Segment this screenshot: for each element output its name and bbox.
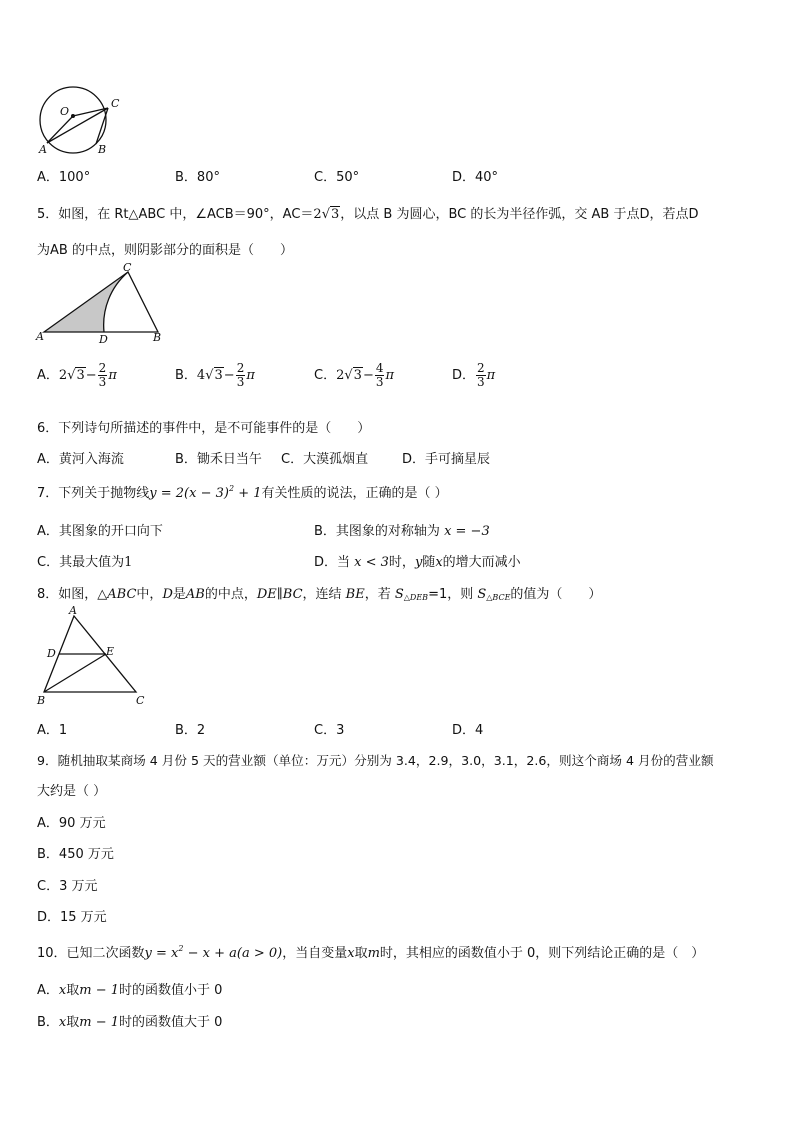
q10-option-b[interactable]: B．x取m − 1时的函数值大于 0 — [37, 1015, 223, 1030]
line-oc — [73, 108, 108, 116]
center-dot — [71, 114, 75, 118]
q7-stem: 7．下列关于抛物线$y = 2(x - 3)^2 + 1$有关性质的说法，正确的是（ ） — [37, 484, 448, 501]
line-ac — [47, 108, 108, 143]
q4-option-a[interactable]: A．100° — [37, 170, 91, 185]
q6-option-d[interactable]: D．手可摘星辰 — [402, 452, 491, 467]
label-c: C — [123, 262, 132, 274]
line-oa — [47, 116, 73, 143]
q5-triangle-figure — [34, 262, 168, 346]
q8-option-b[interactable]: B．2 — [175, 723, 206, 738]
label-d: D — [99, 333, 108, 346]
q5-stem-line2: 为AB 的中点，则阴影部分的面积是（ ） — [37, 243, 293, 258]
label-o: O — [60, 105, 70, 118]
q4-option-d[interactable]: D．40° — [452, 170, 499, 185]
q5-option-c[interactable]: C．2√3− $\frac{4}{3}$ π — [314, 361, 395, 389]
q10-stem: 10．已知二次函数$y = x^2 - x + a(a > 0)$，当自变量x取m时，其相应的函数值小于 0，则下列结论正确的是（ ） — [37, 944, 705, 961]
q4-option-c[interactable]: C．50° — [314, 170, 360, 185]
label-c: C — [111, 97, 120, 110]
q5-option-d[interactable]: D． $\frac{2}{3}$ π — [452, 361, 496, 389]
q9-option-d[interactable]: D．15 万元 — [37, 910, 107, 925]
label-b: B — [98, 143, 107, 156]
label-a: A — [39, 143, 47, 156]
label-b: B — [37, 694, 46, 707]
q5-stem-line1 — [37, 203, 698, 222]
q9-option-a[interactable]: A．90 万元 — [37, 816, 106, 831]
q8-triangle-figure — [34, 604, 154, 710]
q6-option-c[interactable]: C．大漠孤烟直 — [281, 452, 369, 467]
q7-option-c[interactable]: C．其最大值为1 — [37, 555, 133, 570]
q6-stem: 6．下列诗句所描述的事件中，是不可能事件的是（ ） — [37, 421, 371, 436]
label-b: B — [153, 331, 162, 344]
label-a: A — [36, 330, 44, 343]
label-d: D — [47, 647, 56, 660]
q7-option-b[interactable]: B．其图象的对称轴为 x = −3 — [314, 524, 490, 539]
q10-formula: $y = x^2 - x + a(a > 0)$ — [144, 944, 283, 961]
q4-circle-figure — [30, 84, 130, 158]
q9-option-b[interactable]: B．450 万元 — [37, 847, 114, 862]
q8-stem: 8．如图，△ABC中，D是AB的中点，DE∥BC，连结 BE，若 $S_{\triangle DEB}=1$，则 $S_{\triangle BCE}$的值为（ ） — [37, 587, 602, 602]
q7-option-a[interactable]: A．其图象的开口向下 — [37, 524, 163, 539]
q5-ac-value: 2√3 — [313, 207, 340, 222]
q7-formula: $y = 2(x - 3)^2 + 1$ — [149, 484, 262, 501]
q9-stem-line1: 9．随机抽取某商场 4 月份 5 天的营业额（单位：万元）分别为 3.4，2.9，3.0，3.1，2.6，则这个商场 4 月份的营业额 — [37, 753, 714, 768]
q8-option-a[interactable]: A．1 — [37, 723, 68, 738]
q9-option-c[interactable]: C．3 万元 — [37, 879, 98, 894]
label-c: C — [136, 694, 145, 707]
q6-option-a[interactable]: A．黄河入海流 — [37, 452, 124, 467]
q4-option-b[interactable]: B．80° — [175, 170, 220, 185]
label-e: E — [106, 645, 115, 658]
q9-stem-line2: 大约是（ ） — [37, 784, 107, 799]
q5-stem-text-b: ，以点 B 为圆心，BC 的长为半径作弧，交 AB 于点D，若点D — [340, 207, 699, 222]
q7-option-d[interactable]: D．当 x < 3时，y随x的增大而减小 — [314, 555, 521, 570]
label-a: A — [69, 604, 77, 617]
q5-stem-text-a: 5．如图，在 Rt△ABC 中，∠ACB＝90°，AC＝ — [37, 207, 314, 222]
q6-option-b[interactable]: B．锄禾日当午 — [175, 452, 262, 467]
q10-option-a[interactable]: A．x取m − 1时的函数值小于 0 — [37, 983, 223, 998]
q5-option-a[interactable]: A．2√3− $\frac{2}{3}$ π — [37, 361, 117, 389]
q8-option-c[interactable]: C．3 — [314, 723, 345, 738]
q5-option-b[interactable]: B．4√3− $\frac{2}{3}$ π — [175, 361, 255, 389]
q8-option-d[interactable]: D．4 — [452, 723, 484, 738]
